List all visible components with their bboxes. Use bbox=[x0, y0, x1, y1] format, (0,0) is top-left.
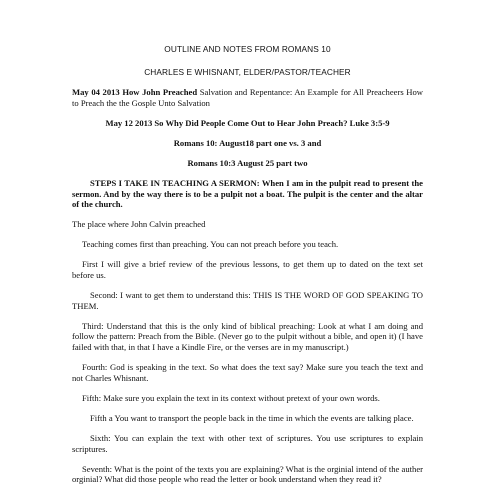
paragraph-place: The place where John Calvin preached bbox=[72, 219, 206, 230]
paragraph-third: Third: Understand that this is the only kind of biblical preaching: Look at what I am doing and follow the pattern: Preach from the Bible. (Never go to the pulpit without a bible, and open it) (I have failed with that, in that I have a Kindle Fire, or the verses are in my manuscript.) bbox=[72, 320, 423, 352]
author-line: CHARLES E WHISNANT, ELDER/PASTOR/TEACHER bbox=[144, 67, 351, 77]
paragraph-second: Second: I want to get them to understand this: THIS IS THE WORD OF GOD SPEAKING TO THEM. bbox=[72, 290, 423, 311]
intro-date-rest: Salvation and Repentance: An Example for All Preacheers How to Preach the the Gosple Unto Salvation bbox=[72, 87, 423, 108]
romans-line-2: Romans 10:3 August 25 part two bbox=[187, 157, 308, 168]
paragraph-first: First I will give a brief review of the previous lessons, to get them up to dated on the text set before us. bbox=[72, 259, 423, 281]
paragraph-fifth: Fifth: Make sure you explain the text in its context without pretext of your own words. bbox=[82, 392, 380, 403]
paragraph-sixth: Sixth: You can explain the text with other text of scriptures. You use scriptures to explain scriptures. bbox=[72, 432, 423, 454]
romans-line-1: Romans 10: August18 part one vs. 3 and bbox=[173, 137, 322, 148]
intro-date-line bbox=[72, 87, 423, 108]
intro-date-bold: May 04 2013 How John Preached bbox=[72, 87, 198, 97]
paragraph-fourth: Fourth: God is speaking in the text. So what does the text say? Make sure you teach the text and not Charles Whisnant. bbox=[72, 362, 423, 383]
paragraph-teaching: Teaching comes first than preaching. You can not preach before you teach. bbox=[82, 239, 339, 250]
document-title: OUTLINE AND NOTES FROM ROMANS 10 bbox=[164, 44, 331, 54]
intro-date2: May 12 2013 So Why Did People Come Out to Hear John Preach? Luke 3:5-9 bbox=[105, 117, 390, 128]
paragraph-fifth-a: Fifth a You want to transport the people back in the time in which the events are talking place. bbox=[90, 412, 414, 423]
paragraph-seventh: Seventh: What is the point of the texts you are explaining? What is the orginial intend of the auther orginial? What did those people who read the letter or book understand when they read it? bbox=[72, 463, 423, 485]
steps-heading: STEPS I TAKE IN TEACHING A SERMON: When I am in the pulpit read to present the sermon. And by the way there is to be a pulpit not a boat. The pulpit is the center and the altar of the church. bbox=[72, 177, 423, 210]
